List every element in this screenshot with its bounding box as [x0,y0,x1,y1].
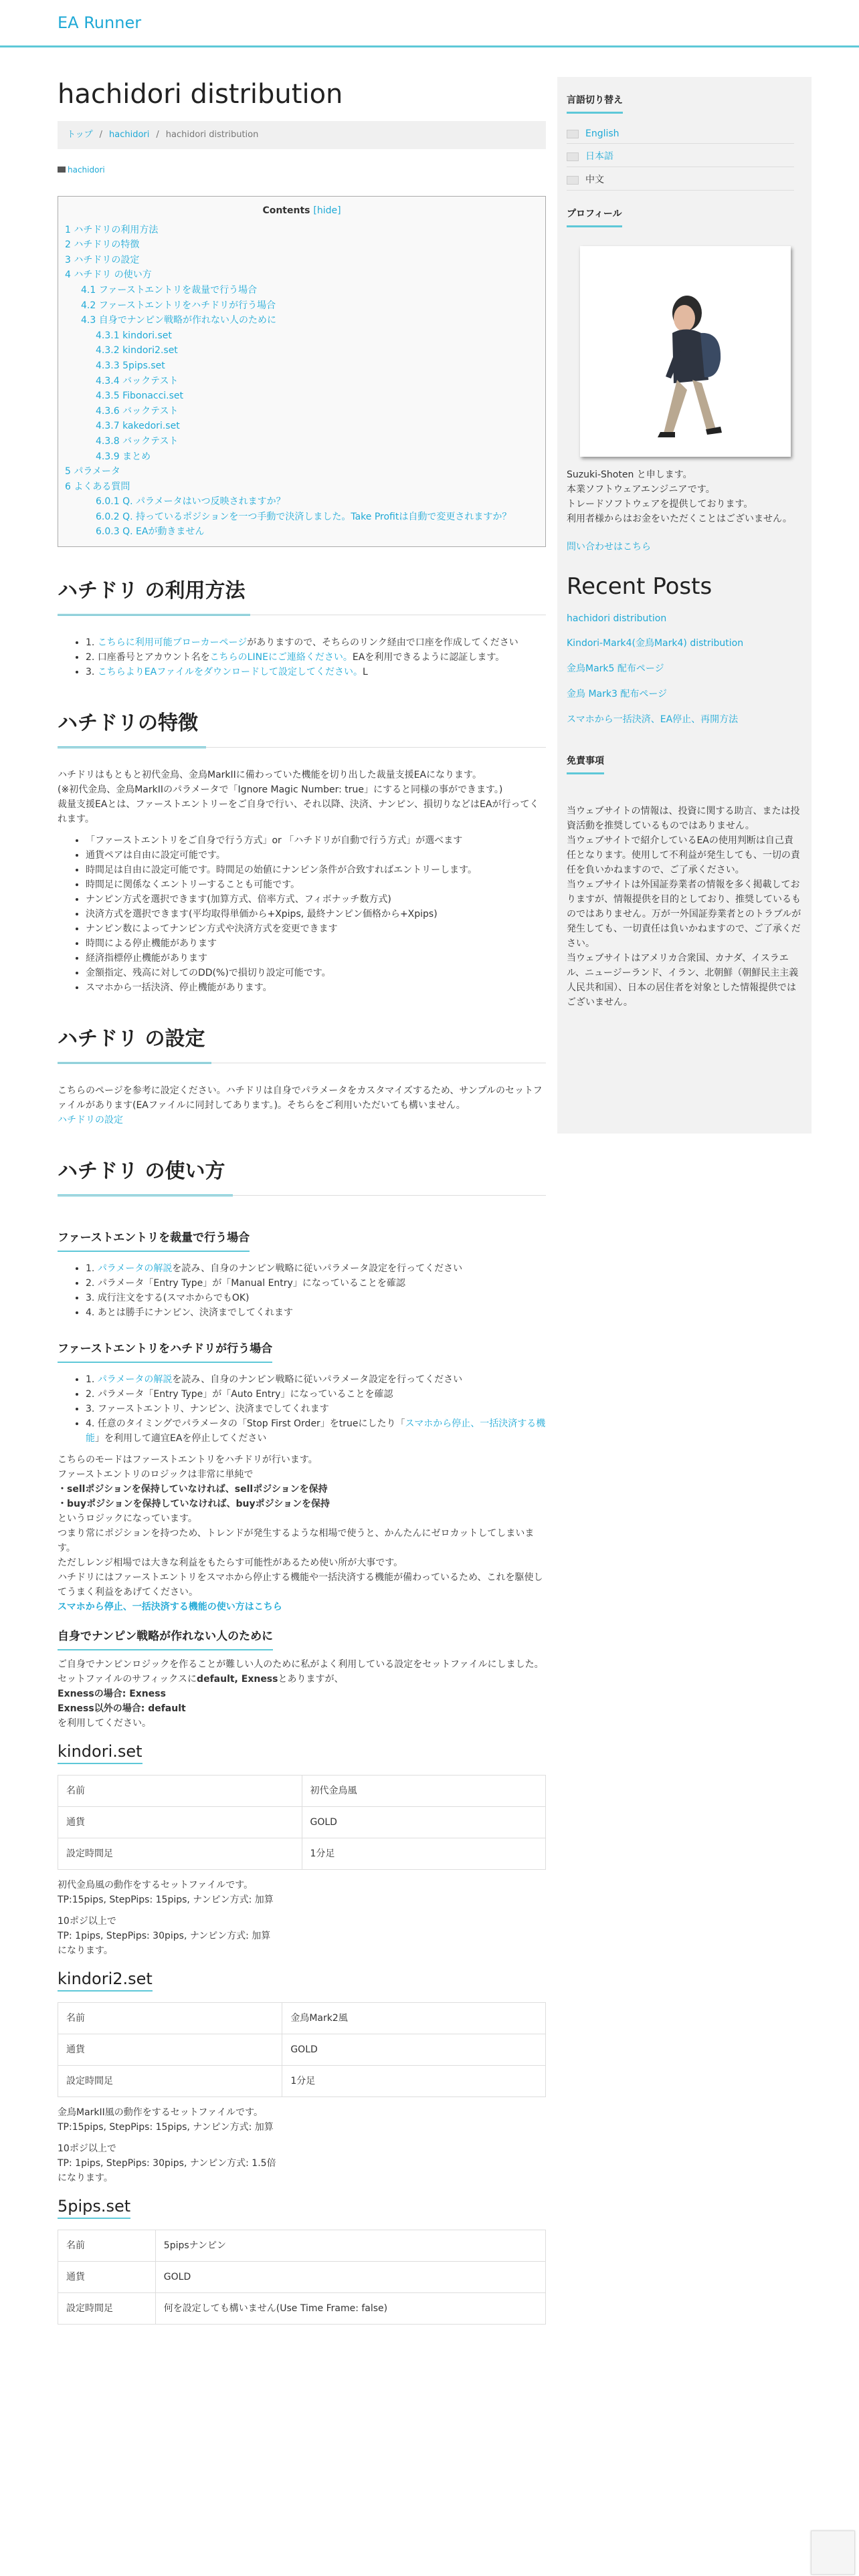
language-item-japanese[interactable]: 日本語 [567,144,794,167]
toc-entry [65,510,539,525]
category-link[interactable]: hachidori [68,165,105,175]
toc-link[interactable]: 4.3.1 kindori.set [96,330,172,341]
toc-link[interactable]: 4.3.7 kakedori.set [96,421,180,432]
section-heading-settings: ハチドリ の設定 [58,1026,546,1063]
flag-icon [567,152,579,161]
flag-icon [567,130,579,138]
page-title: hachidori distribution [58,79,343,110]
table-row: 名前 金鳥Mark2風 [58,2003,546,2034]
step: • 4. 任意のタイミングでパラメータの「Stop First Order」をtrueにしたり「スマホから停止、一括決済する機能」を利用して適宜EAを停止してください [86,1416,546,1446]
toc-entry [65,419,539,434]
subheading-manual-entry: ファーストエントリを裁量で行う場合 [58,1230,250,1252]
features-intro: ハチドリはもともと初代金鳥、金鳥MarkIIに備わっていた機能を切り出した裁量支援EAになります。 (※初代金鳥、金鳥MarkIIのパラメータで「Ignore Magic Number: true」にすると同様の事ができます。) 裁量支援EAとは、ファーストエントリーをご自身で行い、それ以降、決済、ナンピン、損切りなどはEAが行ってくれます。 [58,770,539,825]
usage-steps [58,635,546,679]
section-heading-features: ハチドリの特徴 [58,710,546,748]
toc-entry [65,298,539,314]
folder-icon [58,167,66,173]
recent-post-link[interactable]: Kindori-Mark4(金鳥Mark4) distribution [567,638,744,649]
flag-icon [567,176,579,185]
recent-posts-title: Recent Posts [567,573,712,600]
auto-entry-steps [58,1372,546,1446]
toc-entry [65,479,539,495]
toc-entry [65,328,539,344]
feature-item: • スマホから一括決済、停止機能があります。 [86,980,546,995]
smartphone-guide-link[interactable]: スマホから停止、一括決済する機能の使い方はこちら [58,1602,282,1613]
profile-title: プロフィール [567,207,622,227]
toc-link[interactable]: 4.2 ファーストエントリをハチドリが行う場合 [81,300,276,311]
toc-list [65,223,539,540]
usage-step: • 2. 口座番号とアカウント名をこちらのLINEにご連絡ください。EAを利用できるように認証します。 [86,650,546,665]
toc-link[interactable]: 4.3.2 kindori2.set [96,345,178,356]
step: • 4. あとは勝手にナンピン、決済までしてくれます [86,1305,546,1320]
toc-entry [65,237,539,253]
toc-entry [65,464,539,479]
heading-kindori2-set: kindori2.set [58,1971,153,1992]
usage-step: • 1. こちらに利用可能ブローカーページがありますので、そちらのリンク経由で口座を作成してください [86,635,546,650]
toc-link[interactable]: 2 ハチドリの特徴 [65,239,140,251]
table-row: 設定時間足 1分足 [58,2066,546,2097]
toc-link[interactable]: 4.3.6 バックテスト [96,405,179,417]
section-heading-usage: ハチドリ の利用方法 [58,578,546,615]
line-contact-link[interactable]: こちらのLINEにご連絡ください。 [209,652,353,663]
recent-post-link[interactable]: スマホから一括決済、EA停止、再開方法 [567,714,739,725]
kindori-set-table [58,1775,546,1870]
feature-list [58,833,546,995]
category-row [58,163,546,177]
kindori2-set-description: 金鳥MarkII風の動作をするセットファイルです。 TP:15pips, StepPips: 15pips, ナンピン方式: 加算 10ポジ以上で TP: 1pips, StepPips: 30pips, ナンピン方式: 1.5倍 になります。 [58,2107,276,2184]
disclaimer-title: 免責事項 [567,754,604,774]
subheading-auto-entry: ファーストエントリをハチドリが行う場合 [58,1341,272,1363]
feature-item: • 時間による停止機能があります [86,936,546,951]
breadcrumb-current: hachidori distribution [165,130,259,140]
smartphone-stop-link[interactable]: スマホから停止、一括決済する機能 [86,1418,546,1444]
table-row: 設定時間足 何を設定しても構いません(Use Time Frame: false) [58,2293,546,2325]
toc-entry [65,524,539,540]
auto-entry-explanation: こちらのモードはファーストエントリをハチドリが行います。 ファーストエントリのロジックは非常に単純で ・sellポジションを保持していなければ、sellポジションを保持 ・buyポジションを保持していなければ、buyポジションを保持 というロジックになっています。 つまり常にポジションを持つため、トレンドが発生するような相場で使うと、かんたんにゼロカットしてしまいます。 ただしレンジ相場では大きな利益をもたらす可能性があるため使い所が大事です。 ハチドリにはファーストエントリをスマホから停止する機能や一括決済する機能が備わっているため、これを駆使してうまく利益をあげてください。 スマホから停止、一括決済する機能の使い方はこちら [58,1455,543,1613]
table-row: 名前 初代金鳥風 [58,1776,546,1807]
5pips-set-table [58,2230,546,2325]
recent-post-link[interactable]: hachidori distribution [567,613,667,624]
toc-link[interactable]: 3 ハチドリの設定 [65,254,140,265]
toc-entry [65,494,539,510]
subheading-no-strategy: 自身でナンピン戦略が作れない人のために [58,1629,273,1650]
toc-link[interactable]: 4.3.8 バックテスト [96,435,179,447]
toc-link[interactable]: 6 よくある質問 [65,481,130,492]
table-row: 通貨 GOLD [58,2034,546,2066]
toc-entry [65,449,539,465]
sidebar [557,77,812,1134]
feature-item: • ナンピン方式を選択できます(加算方式、倍率方式、フィボナッチ数方式) [86,892,546,907]
usage-step: • 3. こちらよりEAファイルをダウンロードして設定してください。L [86,665,546,679]
breadcrumb-hachidori-link[interactable]: hachidori [109,130,150,140]
ea-download-link[interactable]: こちらよりEAファイルをダウンロードして設定してください。 [97,667,363,678]
contact-link[interactable]: 問い合わせはこちら [567,542,651,552]
param-guide-link[interactable]: パラメータの解説 [97,1263,173,1275]
heading-5pips-set: 5pips.set [58,2199,130,2219]
language-item-chinese[interactable]: 中文 [567,167,794,191]
step: • 3. ファーストエントリ、ナンピン、決済までしてくれます [86,1402,546,1416]
language-switch-title: 言語切り替え [567,93,623,114]
toc-entry [65,358,539,374]
top-header [0,0,859,47]
toc-entry [65,434,539,449]
param-guide-link[interactable]: パラメータの解説 [97,1374,173,1386]
section-heading-howto: ハチドリ の使い方 [58,1158,546,1196]
breadcrumb-separator: / [99,130,103,140]
recaptcha-badge[interactable] [811,2531,855,2575]
toc-link[interactable]: 6.0.1 Q. パラメータはいつ反映されますか？ [96,496,286,508]
table-row: 設定時間足 1分足 [58,1838,546,1870]
feature-item: • 「ファーストエントリをご自身で行う方式」or 「ハチドリが自動で行う方式」が選べます [86,833,546,848]
recent-post-link[interactable]: 金鳥Mark5 配布ページ [567,663,664,674]
toc-entry [65,253,539,268]
toc-entry [65,223,539,238]
toc-link[interactable]: 4.3 自身でナンピン戦略が作れない人のために [81,315,277,326]
heading-kindori-set: kindori.set [58,1744,142,1764]
walking-person-icon [580,246,791,457]
toc-title-row [65,203,539,219]
toc-entry [65,267,539,283]
settings-text: こちらのページを参考に設定ください。ハチドリは自身でパラメータをカスタマイズするため、サンプルのセットファイルがあります(EAファイルに同封してあります。)。そちらをご利用いただいても構いません。 [58,1085,543,1111]
toc-entry [65,313,539,328]
language-item-english[interactable]: English [567,123,794,144]
profile-text: Suzuki-Shoten と申します。 本業ソフトウェアエンジニアです。 トレードソフトウェアを提供しております。 利用者様からはお金をいただくことはございません。 問い合わせはこちら [567,469,792,552]
breadcrumb-separator: / [156,130,159,140]
toc-entry [65,343,539,358]
kindori2-set-table [58,2002,546,2097]
step: • 1. パラメータの解説を読み、自身のナンピン戦略に従いパラメータ設定を行ってください [86,1261,546,1276]
site-brand-link[interactable]: EA Runner [58,13,142,32]
toc-link[interactable]: 6.0.3 Q. EAが動きません [96,526,205,538]
no-strategy-text: ご自身でナンピンロジックを作ることが難しい人のために私がよく利用している設定をセットファイルにしました。 セットファイルのサフィックスにdefault, Exnessとありますが、 Exnessの場合: Exness Exness以外の場合: default を利用してください。 [58,1659,544,1729]
toc-link[interactable]: 4.1 ファーストエントリを裁量で行う場合 [81,284,258,296]
step: • 3. 成行注文をする(スマホからでもOK) [86,1291,546,1305]
table-row: 通貨 GOLD [58,2262,546,2293]
table-of-contents [58,196,546,547]
table-row: 通貨 GOLD [58,1807,546,1838]
feature-item: • 時間足に関係なくエントリーすることも可能です。 [86,877,546,892]
toc-title: Contents [262,205,310,216]
toc-link[interactable]: 4 ハチドリ の使い方 [65,270,152,281]
toc-entry [65,389,539,404]
broker-page-link[interactable]: こちらに利用可能ブローカーページ [97,637,248,649]
feature-item: • ナンピン数によってナンピン方式や決済方式を変更できます [86,922,546,936]
feature-item: • 通貨ペアは自由に設定可能です。 [86,848,546,863]
kindori-set-description: 初代金鳥風の動作をするセットファイルです。 TP:15pips, StepPips: 15pips, ナンピン方式: 加算 10ポジ以上で TP: 1pips, StepPips: 30pips, ナンピン方式: 加算 になります。 [58,1880,274,1957]
toc-entry [65,283,539,298]
step: • 2. パラメータ「Entry Type」が「Auto Entry」になっていることを確認 [86,1387,546,1402]
toc-hide-toggle[interactable]: [hide] [313,205,341,216]
main-content [58,70,546,2333]
step: • 1. パラメータの解説を読み、自身のナンピン戦略に従いパラメータ設定を行ってください [86,1372,546,1387]
breadcrumb-top-link[interactable]: トップ [67,130,93,140]
settings-link[interactable]: ハチドリの設定 [58,1115,123,1126]
disclaimer-text: 当ウェブサイトの情報は、投資に関する助言、または投資活動を推奨しているものではありません。 当ウェブサイトで紹介しているEAの使用判断は自己責任となります。使用して不利益が発生しても、一切の責任を負いかねますので、ご了承ください。 当ウェブサイトは外国証券業者の情報を多く掲載しておりますが、情報提供を目的としており、推奨しているものではありません。万が一外国証券業者とのトラブルが発生しても、一切責任は負いかねますので、ご了承ください。 当ウェブサイトはアメリカ合衆国、カナダ、イスラエル、ニュージーランド、イラン、北朝鮮（朝鮮民主主義人民共和国）、日本の居住者を対象とした情報提供ではございません。 [567,806,801,1008]
toc-entry [65,374,539,389]
profile-avatar [580,246,791,457]
breadcrumb [58,121,546,149]
toc-link[interactable]: 5 パラメータ [65,466,120,477]
recent-post-link[interactable]: 金鳥 Mark3 配布ページ [567,689,668,700]
table-row: 名前 5pipsナンピン [58,2230,546,2262]
toc-link[interactable]: 4.3.3 5pips.set [96,360,165,371]
toc-link[interactable]: 4.3.5 Fibonacci.set [96,391,184,402]
toc-link[interactable]: 4.3.4 バックテスト [96,375,179,387]
toc-link[interactable]: 6.0.2 Q. 持っているポジションを一つ手動で決済しました。Take Profitは自動で変更されますか？ [96,511,512,522]
toc-entry [65,404,539,419]
feature-item: • 決済方式を選択できます(平均取得単価から+Xpips, 最終ナンピン価格から+Xpips) [86,907,546,922]
feature-item: • 経済指標停止機能があります [86,951,546,966]
feature-item: • 時間足は自由に設定可能です。時間足の始値にナンピン条件が合致すればエントリーします。 [86,863,546,877]
feature-item: • 金額指定、残高に対してのDD(%)で損切り設定可能です。 [86,966,546,980]
step: • 2. パラメータ「Entry Type」が「Manual Entry」になっていることを確認 [86,1276,546,1291]
toc-link[interactable]: 4.3.9 まとめ [96,451,151,462]
toc-link[interactable]: 1 ハチドリの利用方法 [65,224,159,235]
manual-entry-steps [58,1261,546,1320]
